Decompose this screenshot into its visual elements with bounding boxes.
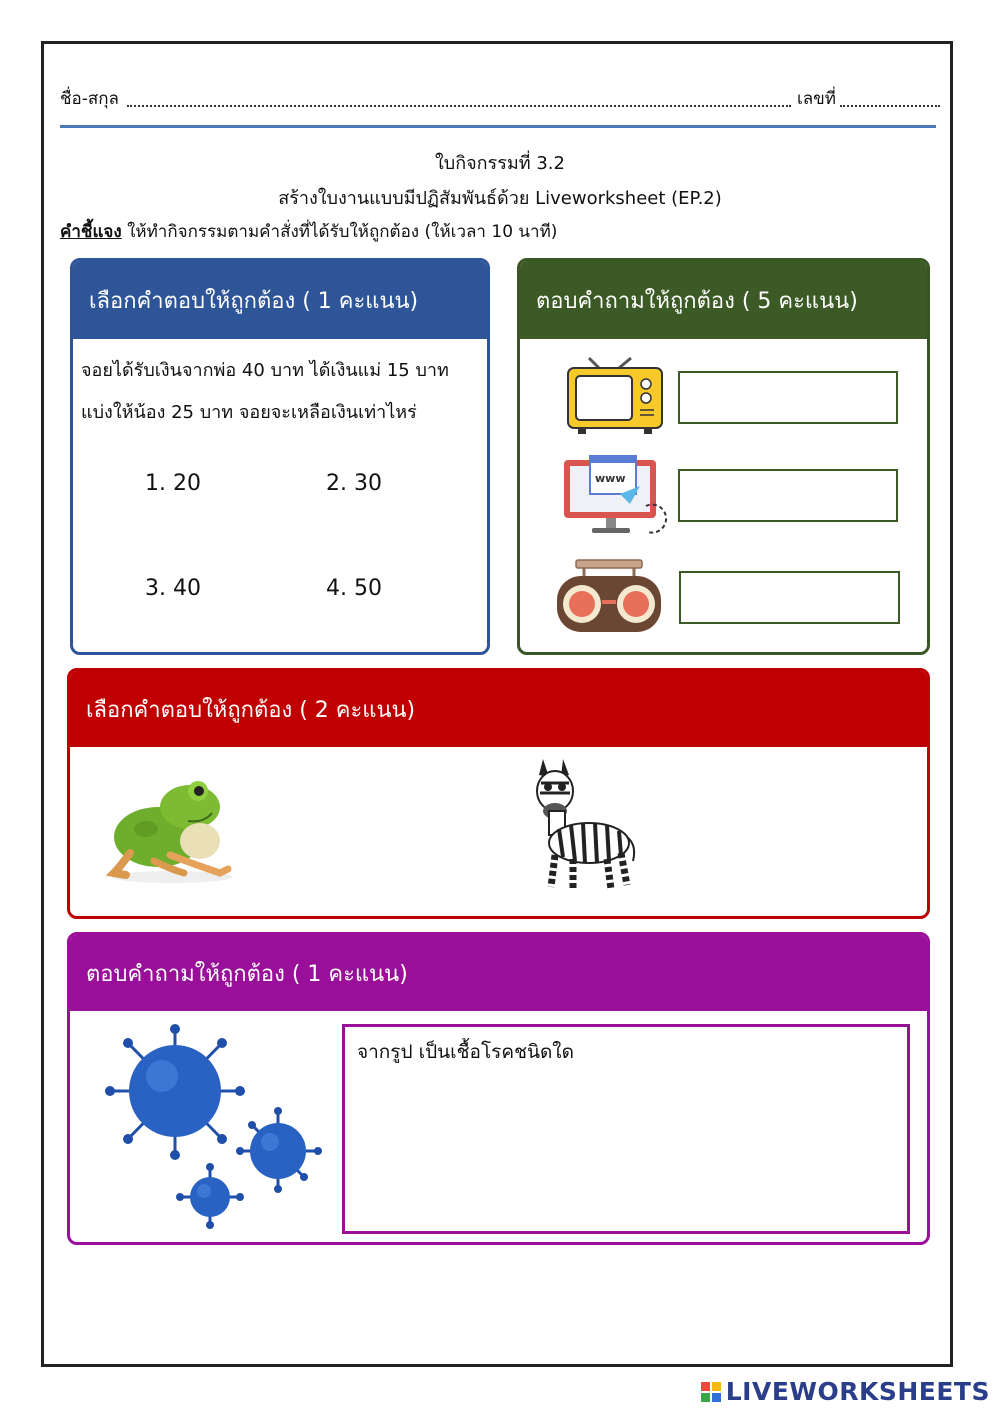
header-rule [60,125,936,128]
website-monitor-icon [560,454,670,539]
section-virus-question [67,932,930,1245]
logo-text: LIVEWORKSHEETS [725,1377,990,1406]
option-4[interactable]: 4. 50 [326,576,382,601]
www-text: www [595,472,626,485]
answer-box-2[interactable] [678,469,898,522]
radio-boombox-icon [554,556,664,636]
frog-image[interactable] [100,769,240,889]
answer-box-3[interactable] [679,571,900,624]
section-multiple-choice-money [70,258,490,655]
liveworksheets-logo [701,1377,990,1406]
television-icon [564,356,664,436]
section2-heading: ตอบคำถามให้ถูกต้อง ( 5 คะแนน) [520,261,927,339]
option-1[interactable]: 1. 20 [145,471,201,496]
virus-answer-box[interactable] [342,1024,910,1234]
option-2[interactable]: 2. 30 [326,471,382,496]
virus-question-text: จากรูป เป็นเชื้อโรคชนิดใด [357,1041,574,1063]
instruction-text: ให้ทำกิจกรรมตามคำสั่งที่ได้รับให้ถูกต้อง (ให้เวลา 10 นาที) [121,222,558,242]
option-3[interactable]: 3. 40 [145,576,201,601]
name-header [60,84,940,112]
section-choose-animal [67,668,930,919]
number-field[interactable] [840,105,940,107]
section4-heading: ตอบคำถามให้ถูกต้อง ( 1 คะแนน) [70,935,927,1011]
worksheet-title: ใบกิจกรรมที่ 3.2 [435,153,565,174]
section-answer-media [517,258,930,655]
section3-heading: เลือกคำตอบให้ถูกต้อง ( 2 คะแนน) [70,671,927,747]
logo-mark-icon [701,1382,721,1402]
instruction [60,218,557,245]
name-label: ชื่อ-สกุล [60,89,119,109]
worksheet-subtitle: สร้างใบงานแบบมีปฏิสัมพันธ์ด้วย Liveworksheet (EP.2) [278,188,722,209]
number-label: เลขที่ [796,89,836,109]
zebra-image[interactable] [515,755,645,895]
name-field[interactable] [127,105,791,107]
section1-question-line2: แบ่งให้น้อง 25 บาท จอยจะเหลือเงินเท่าไหร่ [81,402,417,423]
answer-box-1[interactable] [678,371,898,424]
section1-question-line1: จอยได้รับเงินจากพ่อ 40 บาท ได้เงินแม่ 15 บาท [81,360,449,381]
instruction-label: คำชี้แจง [60,222,122,242]
section1-heading: เลือกคำตอบให้ถูกต้อง ( 1 คะแนน) [73,261,487,339]
virus-image [100,1021,330,1231]
